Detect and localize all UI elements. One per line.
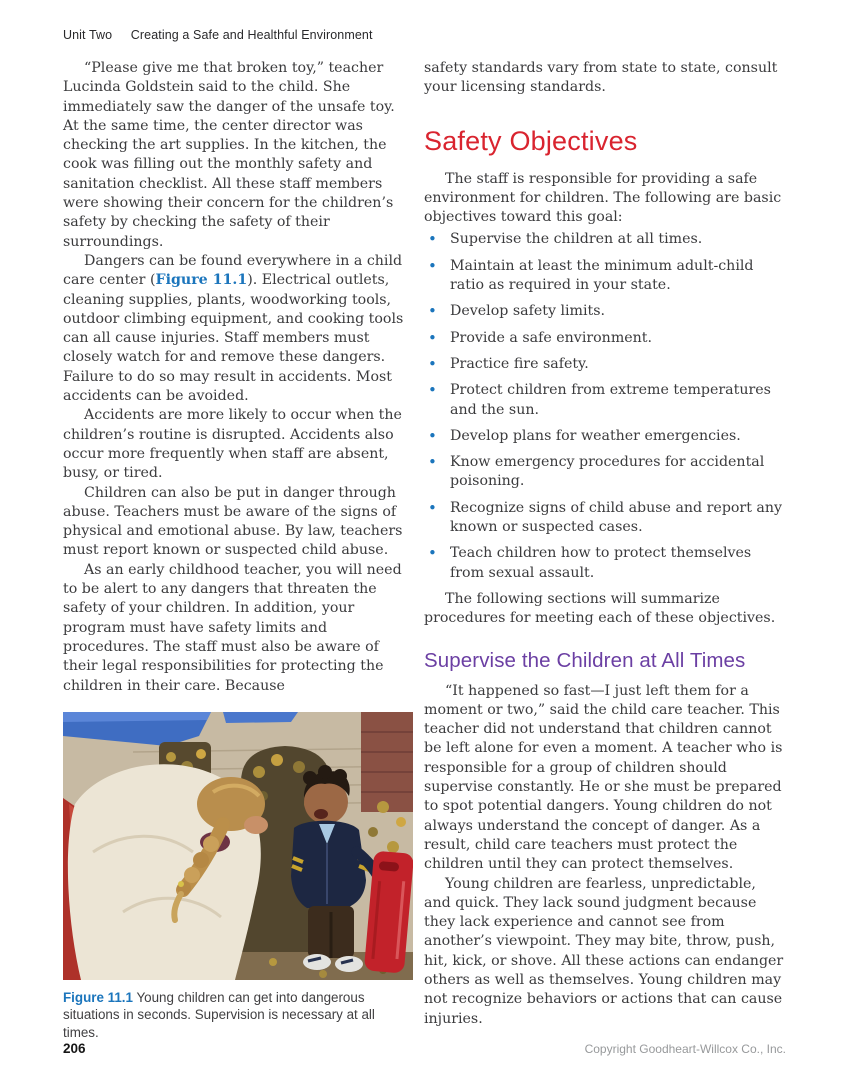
paragraph-sections-summary: The following sections will summarize procedures for meeting each of these objectives. xyxy=(424,590,776,627)
objective-item xyxy=(424,355,786,374)
objective-text: Teach children how to protect themselves from sexual assault. xyxy=(450,545,752,581)
paragraph-teacher-alert: As an early childhood teacher, you will need to be alert to any dangers that threaten the safety of your children. In addition, your program must have safety limits and procedures. The staff must also be aware of their legal responsibilities for protecting the children in their care. Because xyxy=(63,561,402,694)
left-column xyxy=(63,59,413,1042)
objective-item xyxy=(424,381,786,420)
paragraph-continuation: safety standards vary from state to state, consult your licensing standards. xyxy=(424,60,778,96)
bullet-icon: • xyxy=(428,381,437,400)
paragraph-it-happened: “It happened so fast—I just left them for a moment or two,” said the child care teacher. This teacher did not understand that children cannot be left alone for even a moment. A teacher who is responsible for a group of children should supervise constantly. He or she must be prepared to spot potential dangers. Young children do not always understand the concept of danger. As a result, child care teachers must protect the children until they can protect themselves. xyxy=(424,682,783,873)
bullet-icon: • xyxy=(428,230,437,249)
objective-text: Recognize signs of child abuse and report any known or suspected cases. xyxy=(450,499,783,536)
objective-item xyxy=(424,230,786,249)
bullet-icon: • xyxy=(428,354,437,373)
figure-11-1 xyxy=(63,712,413,1042)
objective-text: Supervise the children at all times. xyxy=(450,231,703,248)
objective-text: Know emergency procedures for accidental poisoning. xyxy=(450,454,765,490)
figure-photo xyxy=(63,712,413,980)
objective-text: Practice fire safety. xyxy=(450,355,589,372)
objective-text: Maintain at least the minimum adult-child ratio as required in your state. xyxy=(450,257,754,294)
paragraph-text-after: ). Electrical outlets, cleaning supplies, plants, woodworking tools, outdoor climbing equipment, and cooking tools can all cause injuries. Staff members must closely watch for and remove these dangers. Failure to do so may result in accidents. Most accidents can be avoided. xyxy=(63,272,404,405)
child-shoe-left xyxy=(303,954,331,970)
objective-item xyxy=(424,544,786,583)
page-footer xyxy=(63,1040,786,1060)
figure-caption-label: Figure 11.1 xyxy=(63,989,133,1005)
safety-objectives-list xyxy=(424,230,786,582)
bullet-icon: • xyxy=(428,498,437,517)
teacher-figure xyxy=(68,764,268,980)
bullet-icon: • xyxy=(428,426,437,445)
hair-tie xyxy=(178,881,184,887)
paragraph-accidents: Accidents are more likely to occur when the children’s routine is disrupted. Accidents also occur more frequently when staff are absent, busy, or tired. xyxy=(63,407,402,482)
paragraph-abuse: Children can also be put in danger through abuse. Teachers must be aware of the signs of physical and emotional abuse. By law, teachers must report known or suspected child abuse. xyxy=(63,484,403,559)
child-shoe-right xyxy=(335,956,363,972)
objective-item xyxy=(424,499,786,538)
child-smile xyxy=(314,809,328,819)
objective-item xyxy=(424,427,786,446)
brick-wall xyxy=(361,712,413,812)
paragraph-fearless: Young children are fearless, unpredictable, and quick. They lack sound judgment because they lack experience and cannot see from another’s viewpoint. They may bite, throw, push, hit, kick, or shove. All these actions can endanger others as well as themselves. Young children may not recognize behaviors or actions that can cause injuries. xyxy=(424,875,784,1027)
objective-item xyxy=(424,257,786,296)
objective-item xyxy=(424,329,786,348)
teacher-face xyxy=(244,816,268,834)
unit-label: Unit Two xyxy=(63,28,113,42)
bullet-icon: • xyxy=(428,256,437,275)
subsection-heading-supervise: Supervise the Children at All Times xyxy=(424,648,746,672)
objective-text: Develop plans for weather emergencies. xyxy=(450,427,741,444)
unit-title: Creating a Safe and Healthful Environment xyxy=(130,28,373,42)
copyright-notice: Copyright Goodheart-Willcox Co., Inc. xyxy=(584,1042,786,1056)
running-head xyxy=(63,28,373,42)
bullet-icon: • xyxy=(428,544,437,563)
figure-11-1-reference-link[interactable]: Figure 11.1 xyxy=(155,272,248,289)
paragraph-objectives-intro: The staff is responsible for providing a safe environment for children. The following are basic objectives toward this goal: xyxy=(424,170,782,226)
roof-sliver xyxy=(223,712,298,723)
objective-text: Protect children from extreme temperatures and the sun. xyxy=(450,382,771,418)
figure-caption-text: Young children can get into dangerous situations in seconds. Supervision is necessary at all times. xyxy=(63,989,375,1040)
section-heading-safety-objectives: Safety Objectives xyxy=(424,125,638,156)
objective-item xyxy=(424,302,786,321)
bullet-icon: • xyxy=(428,328,437,347)
two-column-body xyxy=(63,59,786,1042)
bullet-icon: • xyxy=(428,302,437,321)
objective-text: Develop safety limits. xyxy=(450,303,606,320)
paragraph-dangers xyxy=(63,252,413,406)
paragraph-text-before: Dangers can be found everywhere in a child care center ( xyxy=(63,252,403,289)
bullet-icon: • xyxy=(428,453,437,472)
page-number: 206 xyxy=(63,1041,86,1056)
objective-item xyxy=(424,453,786,492)
paragraph-opening: “Please give me that broken toy,” teacher Lucinda Goldstein said to the child. She immediately saw the danger of the unsafe toy. At the same time, the center director was checking the art supplies. In the kitchen, the cook was filling out the monthly safety and sanitation checklist. All these staff members were showing their concern for the children’s safety by checking the safety of their surroundings. xyxy=(63,60,395,250)
right-column xyxy=(424,59,786,1042)
objective-text: Provide a safe environment. xyxy=(450,329,653,346)
figure-caption xyxy=(63,989,413,1042)
